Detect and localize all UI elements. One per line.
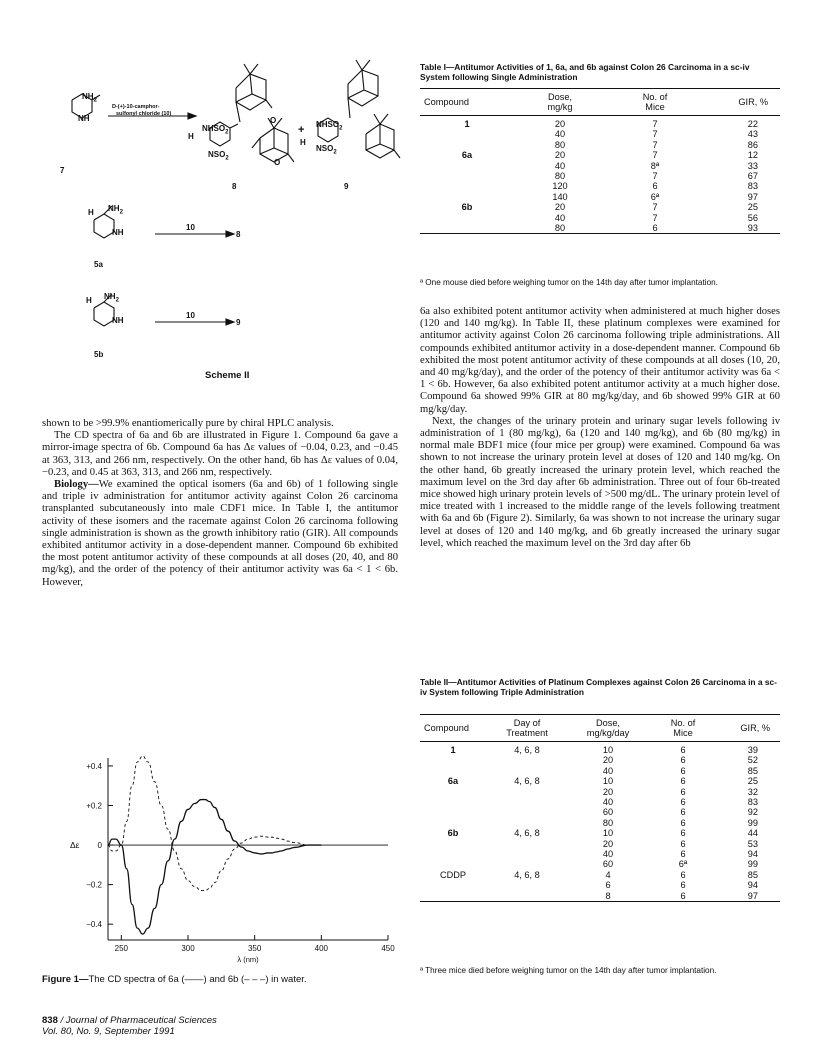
table-2-cell-mice: 6	[680, 797, 686, 808]
table-row	[420, 140, 780, 150]
table-1-footnote: ª One mouse died before weighing tumor on the 14th day after tumor implantation.	[420, 278, 718, 287]
table-1-header-mice: No. of Mice	[642, 92, 668, 112]
table-1-cell-dose: 40	[554, 212, 566, 223]
table-1-cell-compound: 6b	[461, 202, 473, 213]
table-2-cell-compound	[420, 891, 486, 902]
x-tick-label: 450	[381, 944, 395, 953]
label-5b-nh: NH	[112, 316, 124, 325]
table-1-cell-mice: 7	[652, 119, 658, 129]
table-row	[420, 181, 780, 191]
table-1-cell-compound	[420, 171, 514, 181]
table-2-header-day: Day of Treatment	[506, 718, 548, 738]
table-row	[420, 129, 780, 139]
table-2-cell-day	[486, 849, 568, 859]
table-2-cell-gir: 44	[747, 828, 758, 839]
table-1-cell-mice: 6	[652, 181, 658, 192]
label-5b-nh2: $NH_2$	[104, 292, 119, 304]
table-2-cell-compound	[420, 880, 486, 890]
table-row	[420, 766, 780, 776]
label-nso2-9: $NSO_2$	[316, 144, 337, 156]
scheme-caption: Scheme II	[205, 370, 250, 381]
compound-number-7: 7	[60, 166, 65, 175]
label-nso2-8: $NSO_2$	[208, 150, 229, 162]
figure-1	[58, 750, 408, 964]
table-2-cell-dose: 40	[602, 797, 614, 808]
table-2-cell-gir: 85	[747, 869, 758, 880]
table-2-cell-day	[486, 797, 568, 807]
table-1-header-dose: Dose, mg/kg	[547, 92, 573, 112]
table-1-cell-gir: 33	[747, 160, 758, 171]
page-number: 838	[42, 1015, 58, 1026]
table-2-cell-mice: 6	[680, 828, 686, 839]
table-1-cell-mice: 7	[652, 171, 658, 182]
table-2-cell-day: 4, 6, 8	[514, 828, 540, 839]
table-2-cell-dose: 20	[602, 755, 614, 766]
table-1-cell-gir: 22	[747, 119, 758, 129]
table-2-cell-compound	[420, 766, 486, 776]
table-2-cell-gir: 94	[747, 880, 758, 891]
biology-subhead: Biology—	[54, 479, 99, 491]
table-row	[420, 787, 780, 797]
table-2-cell-compound	[420, 849, 486, 859]
table-2-cell-day: 4, 6, 8	[514, 745, 540, 755]
x-tick-label: 300	[181, 944, 195, 953]
table-2-cell-mice: 6	[680, 838, 686, 849]
table-1-body	[420, 116, 780, 234]
y-axis-label: Δε	[70, 840, 80, 851]
left-paragraph-2: The CD spectra of 6a and 6b are illustrated in Figure 1. Compound 6a gave a mirror-image spectra of 6b. Compound 6a has Δε values of −0.04, 0.23, and −0.45 at 363, 313, and 266 nm, respectively. On the other hand, 6b has Δε values of 0.04, −0.23, and 0.45 at 363, 313, and 266 nm, respectively.	[42, 430, 398, 478]
table-2-header-dose: Dose, mg/kg/day	[586, 718, 630, 738]
right-paragraph-1: 6a also exhibited potent antitumor activity when administered at much higher doses (120 and 140 mg/kg). In Table II, these platinum complexes were examined for antitumor activity against Colon 26 carcinoma following triple administrations. All compounds exhibited antitumor activity in a dose-dependent manner. Compound 6b exhibited the most potent antitumor activity of these compounds at all doses (10, 20, and 40 mg/kg/day), and the order of the potency of their antitumor activity was 6a < 1 < 6b. However, 6a also exhibited potent antitumor activity at a much higher dose. Compound 6a showed 99% GIR at 80 mg/kg/day, and 6b showed 99% GIR at 60 mg/kg/day.	[420, 306, 780, 415]
table-2-cell-day	[486, 755, 568, 765]
table-2-cell-gir: 52	[747, 755, 758, 766]
table-row	[420, 161, 780, 171]
table-1-cell-dose: 20	[554, 150, 566, 161]
table-1-cell-compound	[420, 140, 514, 150]
table-1-cell-compound: 1	[464, 119, 470, 129]
table-2-cell-compound: CDDP	[439, 869, 467, 880]
table-row	[420, 839, 780, 849]
compound-number-5b: 5b	[94, 350, 104, 359]
table-2-cell-dose: 6	[605, 880, 611, 891]
table-2-cell-dose: 10	[602, 745, 614, 755]
table-1-cell-gir: 97	[747, 191, 758, 202]
table-row	[420, 116, 780, 130]
table-2-cell-compound: 6b	[447, 828, 459, 839]
table-2-cell-mice: 6ª	[678, 859, 688, 870]
left-paragraph-1: shown to be >99.9% enantiomerically pure by chiral HPLC analysis.	[42, 418, 334, 429]
figure-1-caption-label: Figure 1—	[42, 974, 89, 985]
table-1-cell-mice: 8ª	[650, 160, 660, 171]
label-nh2: $NH_2$	[82, 92, 97, 104]
table-1-cell-compound: 6a	[461, 150, 473, 161]
table-2-header-gir: GIR, %	[740, 723, 770, 733]
table-1-cell-dose: 120	[552, 181, 568, 192]
table-2-cell-day: 4, 6, 8	[514, 869, 540, 880]
table-row	[420, 755, 780, 765]
series-6a-solid-line	[108, 800, 321, 935]
table-2-cell-mice: 6	[680, 776, 686, 787]
table-2-cell-gir: 32	[747, 786, 758, 797]
table-2-cell-compound	[420, 755, 486, 765]
cd-spectra-chart	[58, 750, 408, 965]
right-column-text	[420, 306, 780, 550]
table-2-cell-dose: 80	[602, 817, 614, 828]
table-2-body	[420, 742, 780, 902]
table-row	[420, 150, 780, 160]
table-1-cell-mice: 7	[652, 150, 658, 161]
table-1-cell-mice: 7	[652, 129, 658, 140]
compound-number-8: 8	[232, 182, 237, 191]
table-2-cell-compound	[420, 797, 486, 807]
reagent-line-1: D-(+)-10-camphor-	[112, 104, 160, 110]
table-1-cell-dose: 80	[554, 171, 566, 182]
table-1-cell-mice: 7	[652, 212, 658, 223]
figure-1-caption	[42, 974, 307, 985]
table-1-cell-dose: 40	[554, 160, 566, 171]
table-1-cell-gir: 83	[747, 181, 758, 192]
right-paragraph-2: Next, the changes of the urinary protein and urinary sugar levels following iv administration of 1 (80 mg/kg), 6a (120 and 140 mg/kg), and 6b (80 mg/kg) in normal male BDF1 mice (four mice per group) were examined. Compound 6a was shown to not increase the urinary protein level at doses of 120 and 140 mg/kg. On the other hand, 6b greatly increased the urinary protein level, which reached the maximum level on the 3rd day after 6b administration. Three out of four 6b-treated mice showed high urinary protein levels of >500 mg/dL. The urinary protein level of mice treated with 1 increased to the middle range of the levels following treatment with 6a and 6b (Figure 2). Similarly, 6a was shown to not increase the urinary sugar level at doses of 120 and 140 mg/kg, and 6b greatly increased the urinary sugar level, which reached the maximum level on the 3rd day after 6b	[420, 415, 780, 549]
table-row	[420, 859, 780, 869]
series-6b-dashed-line	[108, 756, 321, 891]
label-5b-h: H	[86, 296, 92, 305]
table-2-cell-day	[486, 839, 568, 849]
table-1	[420, 88, 780, 234]
table-1-cell-compound	[420, 129, 514, 139]
table-2-cell-dose: 20	[602, 786, 614, 797]
table-2-cell-mice: 6	[680, 880, 686, 891]
table-2-cell-gir: 39	[747, 745, 758, 755]
table-row	[420, 807, 780, 817]
table-1-cell-dose: 140	[552, 191, 568, 202]
table-2-cell-gir: 85	[747, 765, 758, 776]
table-1-cell-mice: 7	[652, 202, 658, 213]
journal-name: / Journal of Pharmaceutical Sciences	[57, 1015, 217, 1026]
table-row	[420, 849, 780, 859]
table-1-cell-gir: 56	[747, 212, 758, 223]
table-row	[420, 223, 780, 234]
table-1-cell-compound	[420, 161, 514, 171]
x-tick-label: 350	[247, 944, 262, 953]
table-1-cell-compound	[420, 181, 514, 191]
reagent-line-2: sulfonyl chloride (10)	[116, 111, 172, 117]
table-1-header-gir: GIR, %	[738, 97, 768, 107]
table-1-cell-gir: 67	[747, 171, 758, 182]
table-row	[420, 776, 780, 786]
table-2-cell-gir: 99	[747, 859, 758, 870]
figure-1-caption-text: The CD spectra of 6a (——) and 6b (– – –) in water.	[88, 974, 307, 985]
label-5a-nh2: $NH_2$	[108, 204, 123, 216]
table-row	[420, 192, 780, 202]
table-1-cell-mice: 6ª	[650, 191, 660, 202]
table-2-header-mice: No. of Mice	[670, 718, 696, 738]
y-tick-label: +0.4	[86, 761, 102, 771]
table-1-cell-dose: 40	[554, 129, 566, 140]
table-2-cell-mice: 6	[680, 849, 686, 860]
arrow-label-5b: 10	[186, 311, 195, 320]
x-tick-label: 250	[114, 944, 129, 953]
label-h-9: H	[300, 138, 306, 147]
table-1-cell-mice: 7	[652, 139, 658, 150]
label-o-8a: O	[270, 116, 277, 125]
table-1-cell-gir: 43	[747, 129, 758, 140]
table-2-caption: Table II—Antitumor Activities of Platinum Complexes against Colon 26 Carcinoma in a sc-iv System following Triple Administration	[420, 677, 777, 697]
table-2-cell-gir: 97	[747, 890, 758, 901]
table-2-cell-compound	[420, 818, 486, 828]
table-2-header-compound: Compound	[424, 723, 469, 733]
table-row	[420, 870, 780, 880]
table-2-cell-compound: 6a	[447, 776, 459, 787]
table-1-cell-dose: 80	[554, 139, 566, 150]
product-label-9: 9	[236, 318, 241, 327]
table-2-cell-dose: 10	[602, 828, 614, 839]
table-2-cell-dose: 10	[602, 776, 614, 787]
table-2-cell-day	[486, 787, 568, 797]
table-row	[420, 797, 780, 807]
label-nh: NH	[78, 114, 90, 123]
table-2-cell-day: 4, 6, 8	[514, 776, 540, 787]
table-row	[420, 880, 780, 890]
table-2-cell-compound	[420, 859, 486, 869]
arrow-label-5a: 10	[186, 223, 195, 232]
left-paragraph-3	[42, 479, 398, 589]
left-column-text	[42, 418, 398, 589]
table-1-cell-compound	[420, 223, 514, 234]
table-2-cell-dose: 8	[605, 890, 611, 901]
table-2-cell-day	[486, 880, 568, 890]
table-2-cell-mice: 6	[680, 755, 686, 766]
table-2-cell-gir: 99	[747, 817, 758, 828]
footer-volume: Vol. 80, No. 9, September 1991	[42, 1026, 175, 1037]
y-tick-label: −0.4	[86, 920, 102, 930]
table-2-cell-mice: 6	[680, 869, 686, 880]
table-row	[420, 213, 780, 223]
table-2-cell-mice: 6	[680, 786, 686, 797]
table-2-cell-dose: 60	[602, 807, 614, 818]
compound-number-9: 9	[344, 182, 349, 191]
table-2-cell-mice: 6	[680, 807, 686, 818]
table-1-cell-compound	[420, 213, 514, 223]
table-2-cell-compound	[420, 839, 486, 849]
table-2-cell-dose: 40	[602, 765, 614, 776]
table-2-cell-gir: 94	[747, 849, 758, 860]
label-nhso2-9: $NHSO_2$	[316, 120, 343, 132]
table-1-cell-gir: 25	[747, 202, 758, 213]
table-row	[420, 828, 780, 838]
table-2-cell-day	[486, 807, 568, 817]
compound-number-5a: 5a	[94, 260, 103, 269]
x-tick-label: 400	[314, 944, 329, 953]
label-nhso2-8: $NHSO_2$	[202, 124, 229, 136]
y-tick-label: 0	[97, 841, 102, 851]
table-1-cell-dose: 80	[554, 223, 566, 234]
table-1-cell-dose: 20	[554, 119, 566, 129]
table-1-cell-gir: 93	[747, 223, 758, 234]
table-2-cell-gir: 53	[747, 838, 758, 849]
table-2	[420, 714, 780, 902]
table-2-cell-gir: 83	[747, 797, 758, 808]
table-1-cell-dose: 20	[554, 202, 566, 213]
page-footer	[42, 1015, 217, 1037]
table-2-cell-day	[486, 891, 568, 902]
label-5a-nh: NH	[112, 228, 124, 237]
table-2-cell-mice: 6	[680, 765, 686, 776]
table-1-cell-mice: 6	[652, 223, 658, 234]
table-2-cell-dose: 60	[602, 859, 614, 870]
label-h-8: H	[188, 132, 194, 141]
label-5a-h: H	[88, 208, 94, 217]
table-2-cell-gir: 92	[747, 807, 758, 818]
table-2-cell-day	[486, 859, 568, 869]
table-2-cell-dose: 40	[602, 849, 614, 860]
footer-line-1	[42, 1015, 217, 1026]
table-2-cell-dose: 20	[602, 838, 614, 849]
table-2-cell-day	[486, 818, 568, 828]
left-paragraph-3-body: We examined the optical isomers (6a and 6b) of 1 following single and triple iv administration for antitumor activity against Colon 26 carcinoma transplanted subcutaneously into male CDF1 mice. In Table I, the antitumor activity of these isomers and the racemate against Colon 26 carcinoma following single administration is shown as the growth inhibitory ratio (GIR). All compounds exhibited antitumor activity in a dose-dependent manner. Compound 6b exhibited the most potent antitumor activity of these compounds at all doses (20, 40, and 80 mg/kg), and the order of the potency of their antitumor activity was 6a < 1 < 6b. However,	[42, 479, 398, 588]
table-2-cell-mice: 6	[680, 745, 686, 755]
table-2-cell-day	[486, 766, 568, 776]
table-2-cell-compound	[420, 787, 486, 797]
table-2-cell-gir: 25	[747, 776, 758, 787]
table-row	[420, 891, 780, 902]
x-axis-label: λ (nm)	[237, 955, 259, 964]
table-row	[420, 818, 780, 828]
scheme-ii	[60, 58, 410, 398]
table-row	[420, 202, 780, 212]
table-2-footnote: ª Three mice died before weighing tumor on the 14th day after tumor implantation.	[420, 966, 717, 975]
table-1-cell-gir: 86	[747, 139, 758, 150]
table-2-cell-mice: 6	[680, 890, 686, 901]
table-row	[420, 742, 780, 756]
y-tick-label: +0.2	[86, 801, 102, 811]
table-1-cell-compound	[420, 192, 514, 202]
table-2-cell-dose: 4	[605, 869, 611, 880]
table-1-header-compound: Compound	[424, 97, 469, 107]
product-label-8: 8	[236, 230, 241, 239]
table-2-cell-compound: 1	[450, 745, 456, 755]
table-2-cell-compound	[420, 807, 486, 817]
label-o-8b: O	[274, 158, 281, 167]
table-1-caption: Table I—Antitumor Activities of 1, 6a, and 6b against Colon 26 Carcinoma in a sc-iv System following Single Administration	[420, 62, 750, 82]
table-row	[420, 171, 780, 181]
table-1-cell-gir: 12	[747, 150, 758, 161]
table-2-cell-mice: 6	[680, 817, 686, 828]
y-tick-label: −0.2	[86, 880, 102, 890]
plus-sign: +	[298, 124, 305, 136]
